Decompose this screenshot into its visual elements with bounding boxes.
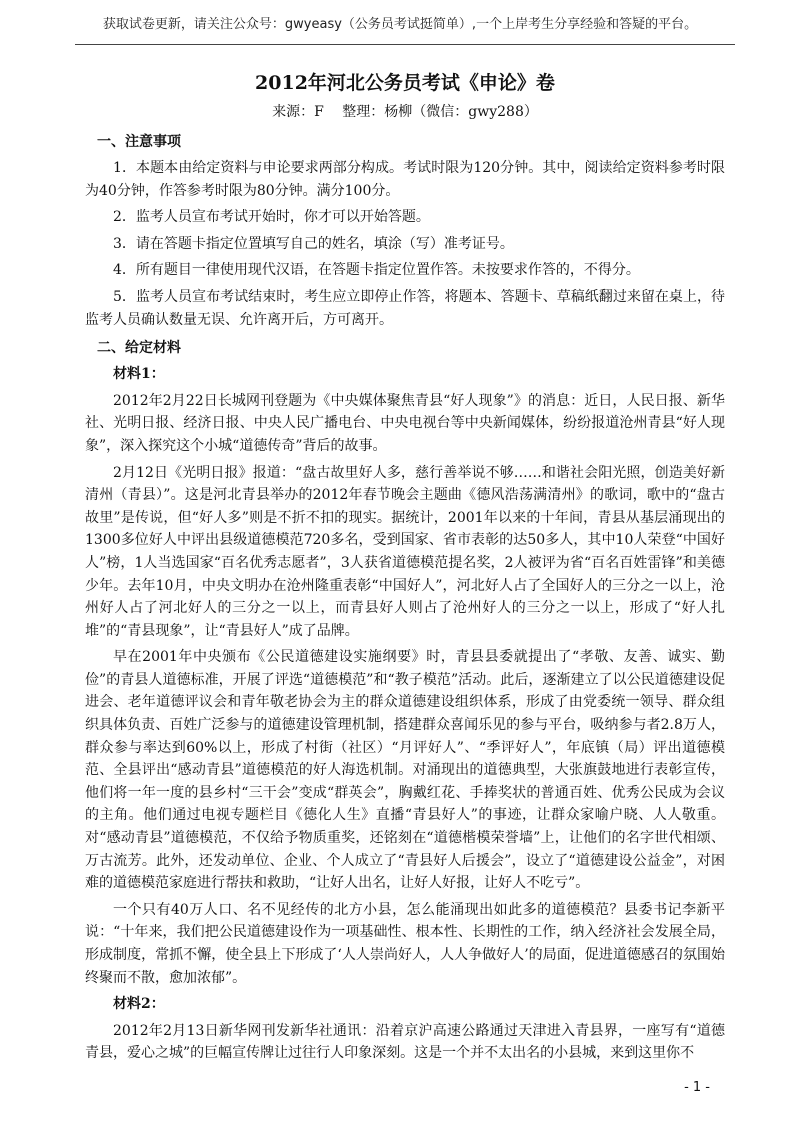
top-notice-bar: [0, 0, 800, 44]
page-number: - 1 -: [684, 1080, 710, 1095]
section-heading-materials: 二、给定材料: [97, 340, 181, 357]
material-paragraph: 早在2001年中央颁布《公民道德建设实施纲要》时，青县县委就提出了“孝敬、友善、诚实、勤俭”的青县人道德标准，开展了评选“道德模范”和“教子模范”活动。此后，逐渐建立了以公民道德建设促进会、老年道德评议会和青年敬老协会为主的群众道德建设组织体系，形成了由党委统一领导、群众组织具体负责、百姓广泛参与的道德建设管理机制，搭建群众喜闻乐见的参与平台，吸纳参与者2.8万人，群众参与率达到60%以上，形成了村街（社区）“月评好人”、“季评好人”，年底镇（局）评出道德模范、全县评出“感动青县”道德模范的好人海选机制。对涌现出的道德典型，大张旗鼓地进行表彰宣传，他们将一年一度的县乡村“三干会”变成“群英会”，胸戴红花、手捧奖状的普通百姓、优秀公民成为会议的主角。他们通过电视专题栏目《德化人生》直播“青县好人”的事迹，让群众家喻户晓、人人敬重。对“感动青县”道德模范，不仅给予物质重奖，还铭刻在“道德楷模荣誉墙”上，让他们的名字世代相颂、万古流芳。此外，还发动单位、企业、个人成立了“青县好人后援会”，设立了“道德建设公益金”，对困难的道德模范家庭进行帮扶和救助，“让好人出名，让好人好报，让好人不吃亏”。: [85, 649, 725, 892]
note-item: 1．本题本由给定资料与申论要求两部分构成。考试时限为120分钟。其中，阅读给定资料参考时限为40分钟，作答参考时限为80分钟。满分100分。: [85, 160, 725, 199]
note-item: 4．所有题目一律使用现代汉语，在答题卡指定位置作答。未按要求作答的，不得分。: [113, 262, 640, 279]
document-body: [85, 60, 725, 1069]
header-divider: [75, 44, 735, 45]
material-1-label: 材料1：: [113, 366, 165, 383]
source-line: 来源：F 整理：杨柳（微信：gwy288）: [272, 104, 538, 120]
page-title: 2012年河北公务员考试《申论》卷: [255, 72, 555, 94]
material-paragraph: 一个只有40万人口、名不见经传的北方小县，怎么能涌现出如此多的道德模范？县委书记李新平说：“十年来，我们把公民道德建设作为一项基础性、根本性、长期性的工作，纳入经济社会发展全局，形成制度，常抓不懈，使全县上下形成了‘人人崇尚好人，人人争做好人’的局面，促进道德感召的氛围始终聚而不散，愈加浓郁”。: [85, 901, 725, 986]
material-paragraph: 2月12日《光明日报》报道：“盘古故里好人多，慈行善举说不够……和谐社会阳光照，创造美好新清州（青县）”。这是河北青县举办的2012年春节晚会主题曲《德风浩荡满清州》的歌词，歌中的“盘古故里”是传说，但“好人多”则是不折不扣的现实。据统计，2001年以来的十年间，青县从基层涌现出的1300多位好人中评出县级道德模范720多名，受到国家、省市表彰的达50多人，其中10人荣登“中国好人”榜，1人当选国家“百名优秀志愿者”，3人获省道德模范提名奖，2人被评为省“百名百姓雷锋”和美德少年。去年10月，中央文明办在沧州隆重表彰“中国好人”，河北好人占了全国好人的三分之一以上，沧州好人占了河北好人的三分之一以上，而青县好人则占了沧州好人的三分之一以上，形成了“好人扎堆”的“青县现象”，让“青县好人”成了品牌。: [85, 464, 725, 639]
note-item: 5．监考人员宣布考试结束时，考生应立即停止作答，将题本、答题卡、草稿纸翻过来留在桌上，待监考人员确认数量无误、允许离开后，方可离开。: [85, 288, 725, 328]
material-2-label: 材料2：: [113, 996, 165, 1013]
note-item: 2．监考人员宣布考试开始时，你才可以开始答题。: [113, 209, 430, 226]
material-paragraph: 2012年2月22日长城网刊登题为《中央媒体聚焦青县“好人现象”》的消息：近日，人民日报、新华社、光明日报、经济日报、中央人民广播电台、中央电视台等中央新闻媒体，纷纷报道沧州青县“好人现象”，深入探究这个小城“道德传奇”背后的故事。: [85, 392, 725, 454]
material-paragraph: 2012年2月13日新华网刊发新华社通讯：沿着京沪高速公路通过天津进入青县界，一座写有“道德青县，爱心之城”的巨幅宣传牌让过往行人印象深刻。这是一个并不太出名的小县城，来到这里你不: [85, 1022, 725, 1062]
note-item: 3．请在答题卡指定位置填写自己的姓名，填涂（写）准考证号。: [113, 235, 514, 252]
top-notice-text: 获取试卷更新，请关注公众号：gwyeasy（公务员考试挺简单）,一个上岸考生分享经验和答疑的平台。: [102, 16, 698, 32]
section-heading-notes: 一、注意事项: [97, 134, 181, 150]
